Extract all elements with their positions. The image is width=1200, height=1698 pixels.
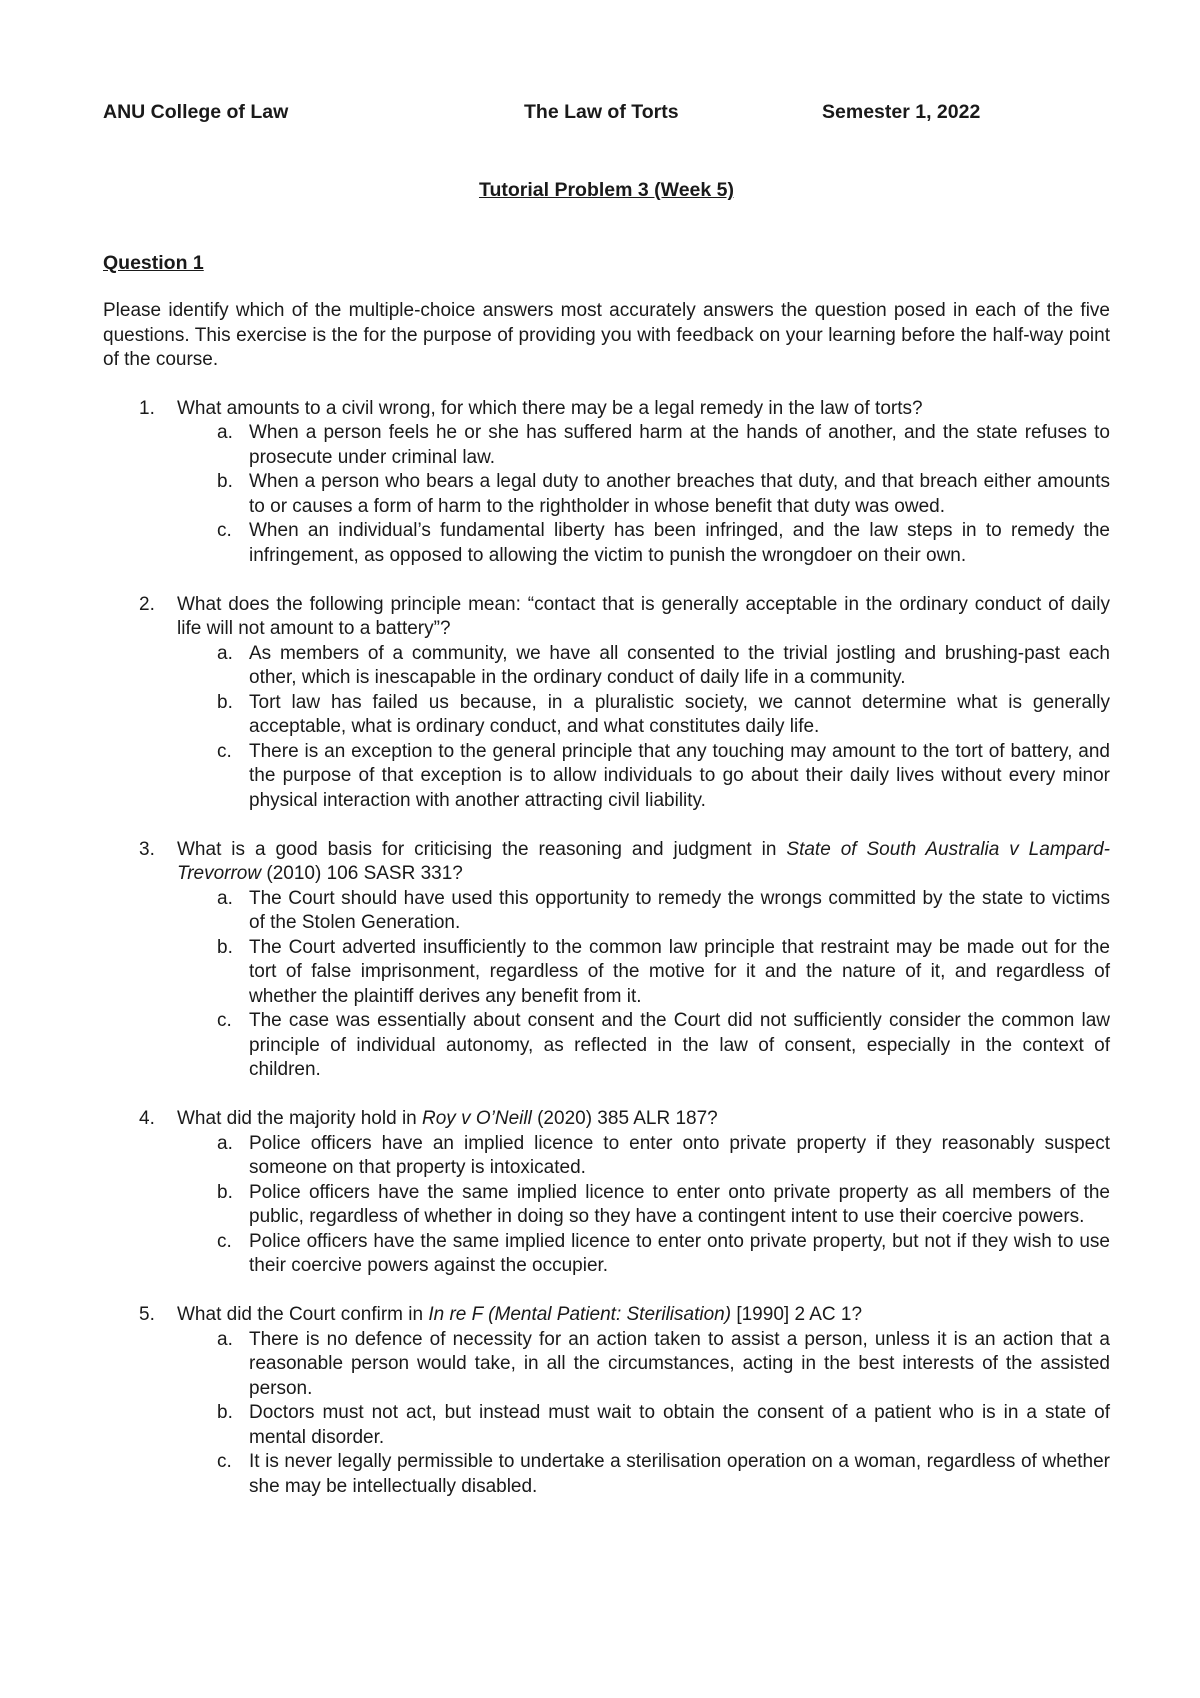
option-letter: c.: [217, 740, 232, 762]
header-semester: Semester 1, 2022: [822, 101, 981, 123]
question-text-lead: What did the Court confirm in: [177, 1304, 429, 1325]
option-item: [177, 1328, 1110, 1402]
question-item: [103, 593, 1110, 814]
case-name: State of South Australia v Lampard-Trevorrow: [177, 838, 1110, 884]
option-item: [177, 1132, 1110, 1181]
option-item: [177, 1450, 1110, 1499]
option-text: The case was essentially about consent and the Court did not sufficiently consider the common law principle of individual autonomy, as reflected in the law of consent, especially in the context of children.: [249, 1010, 1110, 1080]
option-text: Police officers have an implied licence to enter onto private property if they reasonably suspect someone on that property is intoxicated.: [249, 1132, 1110, 1178]
option-list: [177, 642, 1110, 814]
question-number: 2.: [139, 593, 155, 615]
option-text: There is an exception to the general principle that any touching may amount to the tort of battery, and the purpose of that exception is to allow individuals to go about their daily lives without every minor physical interaction with another attracting civil liability.: [249, 740, 1110, 811]
question-text-lead: What did the majority hold in: [177, 1108, 423, 1129]
option-letter: c.: [217, 1230, 232, 1252]
question-item: [103, 1303, 1110, 1499]
question-text: [177, 1107, 1110, 1132]
case-name: In re F (Mental Patient: Sterilisation): [428, 1304, 732, 1325]
question-text: What does the following principle mean: “contact that is generally acceptable in the ordinary conduct of daily life will not amount to a battery”?: [177, 593, 1110, 639]
option-text: When an individual’s fundamental liberty has been infringed, and the law steps in to remedy the infringement, as opposed to allowing the victim to punish the wrongdoer on their own.: [249, 520, 1110, 566]
option-text: Police officers have the same implied licence to enter onto private property, but not if they wish to use their coercive powers against the occupier.: [249, 1230, 1110, 1276]
question-text: [177, 1303, 1110, 1328]
option-item: [177, 519, 1110, 568]
option-text: There is no defence of necessity for an action taken to assist a person, unless it is an action that a reasonable person would take, in all the circumstances, acting in the best interests of the assisted person.: [249, 1328, 1110, 1399]
option-list: [177, 421, 1110, 568]
header-institution: ANU College of Law: [103, 101, 289, 123]
question-text-lead: What is a good basis for criticising the reasoning and judgment in: [177, 838, 787, 860]
question-number: 4.: [139, 1108, 155, 1129]
option-list: [177, 1132, 1110, 1279]
option-item: [177, 421, 1110, 470]
question-item: [103, 838, 1110, 1083]
option-text: When a person who bears a legal duty to another breaches that duty, and that breach either amounts to or causes a form of harm to the rightholder in whose benefit that duty was owed.: [249, 471, 1110, 517]
option-letter: b.: [217, 936, 233, 958]
option-letter: a.: [217, 642, 233, 664]
option-text: It is never legally permissible to undertake a sterilisation operation on a woman, regardless of whether she may be intellectually disabled.: [249, 1451, 1110, 1497]
page-title: Tutorial Problem 3 (Week 5): [478, 179, 734, 201]
case-name: Roy v O’Neill: [422, 1108, 532, 1129]
option-letter: a.: [217, 1132, 233, 1154]
option-text: The Court adverted insufficiently to the common law principle that restraint may be made out for the tort of false imprisonment, regardless of the motive for it and the nature of it, and regardless of whether the plaintiff derives any benefit from it.: [249, 936, 1110, 1007]
question-text: [177, 838, 1110, 887]
question-text: What amounts to a civil wrong, for which there may be a legal remedy in the law of torts?: [177, 397, 923, 419]
option-text: As members of a community, we have all consented to the trivial jostling and brushing-past each other, which is inescapable in the ordinary conduct of daily life in a community.: [249, 642, 1110, 688]
option-item: [177, 470, 1110, 519]
question-number: 1.: [139, 397, 155, 419]
option-list: [177, 1328, 1110, 1500]
question-number: 5.: [139, 1304, 155, 1325]
option-text: Doctors must not act, but instead must wait to obtain the consent of a patient who is in a state of mental disorder.: [249, 1402, 1110, 1448]
question-item: [103, 1107, 1110, 1279]
option-text: Tort law has failed us because, in a pluralistic society, we cannot determine what is generally acceptable, what is ordinary conduct, and what constitutes daily life.: [249, 691, 1110, 737]
header-course: The Law of Torts: [524, 101, 679, 123]
option-item: [177, 642, 1110, 691]
option-letter: c.: [217, 1451, 232, 1472]
option-text: Police officers have the same implied licence to enter onto private property as all members of the public, regardless of whether in doing so they have a contingent intent to use their coercive powers.: [249, 1181, 1110, 1227]
question-item: [103, 397, 1110, 569]
option-text: The Court should have used this opportunity to remedy the wrongs committed by the state to victims of the Stolen Generation.: [249, 887, 1110, 933]
document-header: [103, 100, 1110, 126]
option-letter: b.: [217, 1402, 233, 1423]
option-letter: c.: [217, 520, 232, 541]
option-letter: b.: [217, 471, 233, 492]
option-item: [177, 1181, 1110, 1230]
option-letter: c.: [217, 1010, 232, 1031]
option-item: [177, 1230, 1110, 1279]
question-text-citation: (2020) 385 ALR 187?: [531, 1108, 718, 1129]
option-letter: a.: [217, 1328, 233, 1350]
option-item: [177, 740, 1110, 814]
option-item: [177, 1401, 1110, 1450]
option-letter: a.: [217, 422, 233, 443]
document-page: [103, 100, 1110, 1524]
option-letter: b.: [217, 1181, 233, 1203]
question-text-citation: [1990] 2 AC 1?: [731, 1304, 863, 1325]
option-letter: b.: [217, 691, 233, 713]
option-item: [177, 936, 1110, 1010]
option-item: [177, 691, 1110, 740]
question-number: 3.: [139, 838, 155, 860]
option-letter: a.: [217, 887, 233, 909]
section-heading: Question 1: [103, 251, 204, 274]
question-list: [103, 397, 1110, 1500]
option-text: When a person feels he or she has suffered harm at the hands of another, and the state refuses to prosecute under criminal law.: [249, 422, 1110, 468]
option-item: [177, 1009, 1110, 1083]
instructions-paragraph: Please identify which of the multiple-choice answers most accurately answers the question posed in each of the five questions. This exercise is the for the purpose of providing you with feedback on your learning before the half-way point of the course.: [103, 300, 1110, 370]
option-item: [177, 887, 1110, 936]
question-text-citation: (2010) 106 SASR 331?: [261, 863, 463, 884]
option-list: [177, 887, 1110, 1083]
